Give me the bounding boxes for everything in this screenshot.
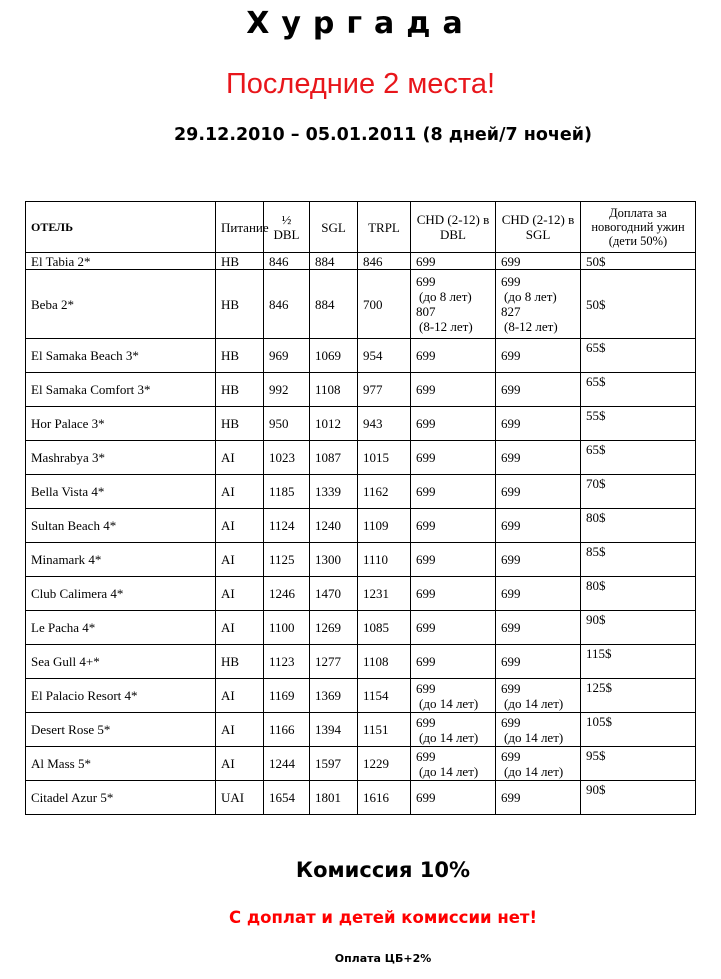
cell-chd-sgl-line: 827 <box>501 304 521 319</box>
cell-dbl: 1166 <box>264 713 310 747</box>
cell-chd-dbl <box>411 645 496 679</box>
cell-meal: HB <box>216 339 264 373</box>
cell-chd-sgl-line: (до 14 лет) <box>504 763 564 779</box>
cell-chd-sgl-line: 699 <box>501 382 521 397</box>
col-header-chd-dbl: CHD (2-12) в DBL <box>411 202 496 253</box>
cell-chd-sgl-line: 699 <box>501 748 521 764</box>
cell-extra: 115$ <box>581 645 696 679</box>
cell-chd-sgl <box>496 543 581 577</box>
cell-chd-dbl <box>411 781 496 815</box>
table-row <box>26 577 696 611</box>
cell-trpl: 1616 <box>358 781 411 815</box>
cell-sgl: 1300 <box>310 543 358 577</box>
cell-chd-dbl-line: 699 <box>416 654 436 669</box>
cell-chd-dbl-line: 699 <box>416 620 436 635</box>
cell-trpl: 1109 <box>358 509 411 543</box>
cell-extra: 85$ <box>581 543 696 577</box>
table-row <box>26 441 696 475</box>
cell-sgl: 1394 <box>310 713 358 747</box>
table-row <box>26 253 696 270</box>
cell-chd-sgl-line: (до 14 лет) <box>504 729 564 745</box>
cell-chd-dbl-line: (8-12 лет) <box>419 319 473 334</box>
cell-chd-dbl <box>411 407 496 441</box>
cell-chd-dbl-line: 699 <box>416 586 436 601</box>
cell-chd-dbl <box>411 475 496 509</box>
cell-trpl: 1231 <box>358 577 411 611</box>
cell-trpl: 1110 <box>358 543 411 577</box>
cell-sgl: 1339 <box>310 475 358 509</box>
cell-dbl: 1169 <box>264 679 310 713</box>
cell-dbl: 969 <box>264 339 310 373</box>
table-row <box>26 509 696 543</box>
cell-meal: AI <box>216 509 264 543</box>
cell-meal: HB <box>216 407 264 441</box>
cell-chd-dbl <box>411 713 496 747</box>
cell-chd-dbl <box>411 509 496 543</box>
cell-trpl: 1162 <box>358 475 411 509</box>
cell-meal: AI <box>216 543 264 577</box>
cell-chd-sgl <box>496 339 581 373</box>
cell-hotel: El Tabia 2* <box>26 253 216 270</box>
cell-meal: AI <box>216 713 264 747</box>
cell-chd-sgl-line: 699 <box>501 654 521 669</box>
cell-chd-dbl-line: (до 8 лет) <box>419 289 472 304</box>
cell-trpl: 954 <box>358 339 411 373</box>
cell-dbl: 1125 <box>264 543 310 577</box>
cell-chd-dbl-line: 699 <box>416 274 436 289</box>
table-row <box>26 407 696 441</box>
cell-trpl: 700 <box>358 270 411 339</box>
cell-extra: 70$ <box>581 475 696 509</box>
cell-trpl: 1108 <box>358 645 411 679</box>
table-row <box>26 679 696 713</box>
cell-chd-sgl-line: 699 <box>501 450 521 465</box>
cell-chd-dbl-line: (до 14 лет) <box>419 729 479 745</box>
cell-chd-dbl-line: 699 <box>416 450 436 465</box>
cell-chd-sgl-line: (до 14 лет) <box>504 695 564 711</box>
cell-extra: 80$ <box>581 577 696 611</box>
cell-hotel: Citadel Azur 5* <box>26 781 216 815</box>
cell-extra: 95$ <box>581 747 696 781</box>
cell-dbl: 1124 <box>264 509 310 543</box>
cell-chd-dbl-line: (до 14 лет) <box>419 695 479 711</box>
cell-hotel: Mashrabya 3* <box>26 441 216 475</box>
cell-chd-dbl <box>411 543 496 577</box>
cell-meal: UAI <box>216 781 264 815</box>
cell-chd-sgl <box>496 253 581 270</box>
cell-hotel: El Samaka Beach 3* <box>26 339 216 373</box>
table-row <box>26 645 696 679</box>
cell-trpl: 1154 <box>358 679 411 713</box>
col-header-hotel: ОТЕЛЬ <box>26 202 216 253</box>
cell-chd-sgl-line: 699 <box>501 552 521 567</box>
cell-chd-dbl-line: 699 <box>416 416 436 431</box>
cell-chd-dbl-line: 699 <box>416 680 436 696</box>
commission-text: Комиссия 10% <box>295 858 471 882</box>
cell-meal: AI <box>216 441 264 475</box>
cell-trpl: 977 <box>358 373 411 407</box>
table-row <box>26 543 696 577</box>
price-table <box>25 201 696 815</box>
cell-chd-sgl <box>496 373 581 407</box>
cell-chd-dbl-line: 699 <box>416 748 436 764</box>
cell-extra: 50$ <box>581 270 696 339</box>
cell-chd-dbl-line: 699 <box>416 518 436 533</box>
cell-extra: 65$ <box>581 441 696 475</box>
cell-trpl: 1229 <box>358 747 411 781</box>
cell-extra: 90$ <box>581 781 696 815</box>
col-header-chd-sgl: CHD (2-12) в SGL <box>496 202 581 253</box>
table-header-row <box>26 202 696 253</box>
table-row <box>26 747 696 781</box>
cell-chd-dbl-line: 699 <box>416 552 436 567</box>
cell-chd-sgl-line: 699 <box>501 348 521 363</box>
cell-extra: 65$ <box>581 373 696 407</box>
cell-chd-dbl <box>411 270 496 339</box>
cell-dbl: 1100 <box>264 611 310 645</box>
cell-hotel: Desert Rose 5* <box>26 713 216 747</box>
cell-chd-dbl <box>411 441 496 475</box>
cell-meal: AI <box>216 577 264 611</box>
cell-dbl: 992 <box>264 373 310 407</box>
cell-chd-sgl-line: 699 <box>501 790 521 805</box>
cell-chd-dbl <box>411 747 496 781</box>
cell-sgl: 884 <box>310 253 358 270</box>
cell-chd-sgl <box>496 781 581 815</box>
cell-meal: AI <box>216 747 264 781</box>
cell-sgl: 1240 <box>310 509 358 543</box>
col-header-meal: Питание <box>216 202 264 253</box>
cell-chd-sgl <box>496 679 581 713</box>
cell-meal: HB <box>216 645 264 679</box>
cell-meal: HB <box>216 253 264 270</box>
cell-hotel: Al Mass 5* <box>26 747 216 781</box>
cell-chd-dbl <box>411 373 496 407</box>
cell-chd-sgl <box>496 270 581 339</box>
page-title: Хургада <box>246 6 475 41</box>
cell-chd-sgl <box>496 645 581 679</box>
col-header-dbl: ½ DBL <box>264 202 310 253</box>
cell-chd-dbl <box>411 611 496 645</box>
cell-dbl: 1654 <box>264 781 310 815</box>
cell-extra: 80$ <box>581 509 696 543</box>
cell-chd-dbl-line: 699 <box>416 714 436 730</box>
cell-chd-dbl <box>411 253 496 270</box>
col-header-trpl: TRPL <box>358 202 411 253</box>
cell-hotel: Sultan Beach 4* <box>26 509 216 543</box>
cell-extra: 105$ <box>581 713 696 747</box>
cell-trpl: 1085 <box>358 611 411 645</box>
cell-dbl: 846 <box>264 270 310 339</box>
table-row <box>26 781 696 815</box>
cell-chd-sgl <box>496 509 581 543</box>
no-commission-warning: С доплат и детей комиссии нет! <box>228 908 537 927</box>
cell-hotel: Bella Vista 4* <box>26 475 216 509</box>
cell-sgl: 884 <box>310 270 358 339</box>
col-header-ny-dinner: Доплата за новогодний ужин (дети 50%) <box>581 202 696 253</box>
cell-hotel: Sea Gull 4+* <box>26 645 216 679</box>
cell-trpl: 943 <box>358 407 411 441</box>
cell-hotel: Minamark 4* <box>26 543 216 577</box>
table-row <box>26 373 696 407</box>
cell-chd-sgl-line: (8-12 лет) <box>504 319 558 334</box>
cell-chd-dbl-line: (до 14 лет) <box>419 763 479 779</box>
cell-chd-sgl-line: 699 <box>501 620 521 635</box>
cell-chd-sgl <box>496 611 581 645</box>
col-header-sgl: SGL <box>310 202 358 253</box>
cell-hotel: Beba 2* <box>26 270 216 339</box>
cell-extra: 90$ <box>581 611 696 645</box>
cell-extra: 65$ <box>581 339 696 373</box>
cell-chd-sgl <box>496 475 581 509</box>
cell-dbl: 846 <box>264 253 310 270</box>
cell-chd-dbl-line: 699 <box>416 382 436 397</box>
cell-hotel: Le Pacha 4* <box>26 611 216 645</box>
cell-chd-dbl <box>411 577 496 611</box>
cell-chd-dbl-line: 699 <box>416 484 436 499</box>
cell-chd-sgl-line: (до 8 лет) <box>504 289 557 304</box>
cell-hotel: Hor Palace 3* <box>26 407 216 441</box>
cell-dbl: 1023 <box>264 441 310 475</box>
cell-chd-dbl-line: 699 <box>416 790 436 805</box>
cell-chd-sgl-line: 699 <box>501 714 521 730</box>
cell-chd-sgl-line: 699 <box>501 586 521 601</box>
cell-meal: AI <box>216 611 264 645</box>
cell-chd-dbl <box>411 339 496 373</box>
cell-chd-dbl-line: 699 <box>416 348 436 363</box>
cell-sgl: 1087 <box>310 441 358 475</box>
cell-extra: 50$ <box>581 253 696 270</box>
cell-trpl: 846 <box>358 253 411 270</box>
cell-sgl: 1277 <box>310 645 358 679</box>
cell-dbl: 1123 <box>264 645 310 679</box>
cell-sgl: 1269 <box>310 611 358 645</box>
table-row <box>26 611 696 645</box>
cell-sgl: 1470 <box>310 577 358 611</box>
cell-meal: HB <box>216 373 264 407</box>
cell-trpl: 1151 <box>358 713 411 747</box>
subtitle-last-places: Последние 2 места! <box>225 68 496 100</box>
cell-dbl: 1246 <box>264 577 310 611</box>
cell-meal: AI <box>216 679 264 713</box>
cell-chd-sgl <box>496 577 581 611</box>
cell-chd-sgl-line: 699 <box>501 416 521 431</box>
cell-hotel: El Palacio Resort 4* <box>26 679 216 713</box>
cell-meal: AI <box>216 475 264 509</box>
table-body <box>26 253 696 815</box>
tour-dates: 29.12.2010 – 05.01.2011 (8 дней/7 ночей) <box>174 125 592 145</box>
cell-dbl: 1185 <box>264 475 310 509</box>
cell-chd-sgl-line: 699 <box>501 518 521 533</box>
payment-note: Оплата ЦБ+2% <box>334 952 432 965</box>
cell-sgl: 1801 <box>310 781 358 815</box>
cell-chd-sgl <box>496 747 581 781</box>
cell-hotel: El Samaka Comfort 3* <box>26 373 216 407</box>
cell-chd-dbl-line: 699 <box>416 253 436 269</box>
cell-chd-sgl <box>496 441 581 475</box>
cell-chd-dbl-line: 807 <box>416 304 436 319</box>
cell-chd-sgl-line: 699 <box>501 680 521 696</box>
cell-trpl: 1015 <box>358 441 411 475</box>
cell-sgl: 1597 <box>310 747 358 781</box>
cell-meal: HB <box>216 270 264 339</box>
table-row <box>26 475 696 509</box>
cell-dbl: 950 <box>264 407 310 441</box>
cell-sgl: 1369 <box>310 679 358 713</box>
cell-hotel: Club Calimera 4* <box>26 577 216 611</box>
cell-chd-sgl-line: 699 <box>501 253 521 269</box>
cell-dbl: 1244 <box>264 747 310 781</box>
cell-extra: 55$ <box>581 407 696 441</box>
cell-sgl: 1108 <box>310 373 358 407</box>
cell-sgl: 1012 <box>310 407 358 441</box>
cell-chd-sgl-line: 699 <box>501 274 521 289</box>
table-row <box>26 713 696 747</box>
cell-chd-sgl-line: 699 <box>501 484 521 499</box>
table-row <box>26 339 696 373</box>
cell-extra: 125$ <box>581 679 696 713</box>
cell-chd-dbl <box>411 679 496 713</box>
cell-sgl: 1069 <box>310 339 358 373</box>
cell-chd-sgl <box>496 407 581 441</box>
cell-chd-sgl <box>496 713 581 747</box>
table-row <box>26 270 696 339</box>
